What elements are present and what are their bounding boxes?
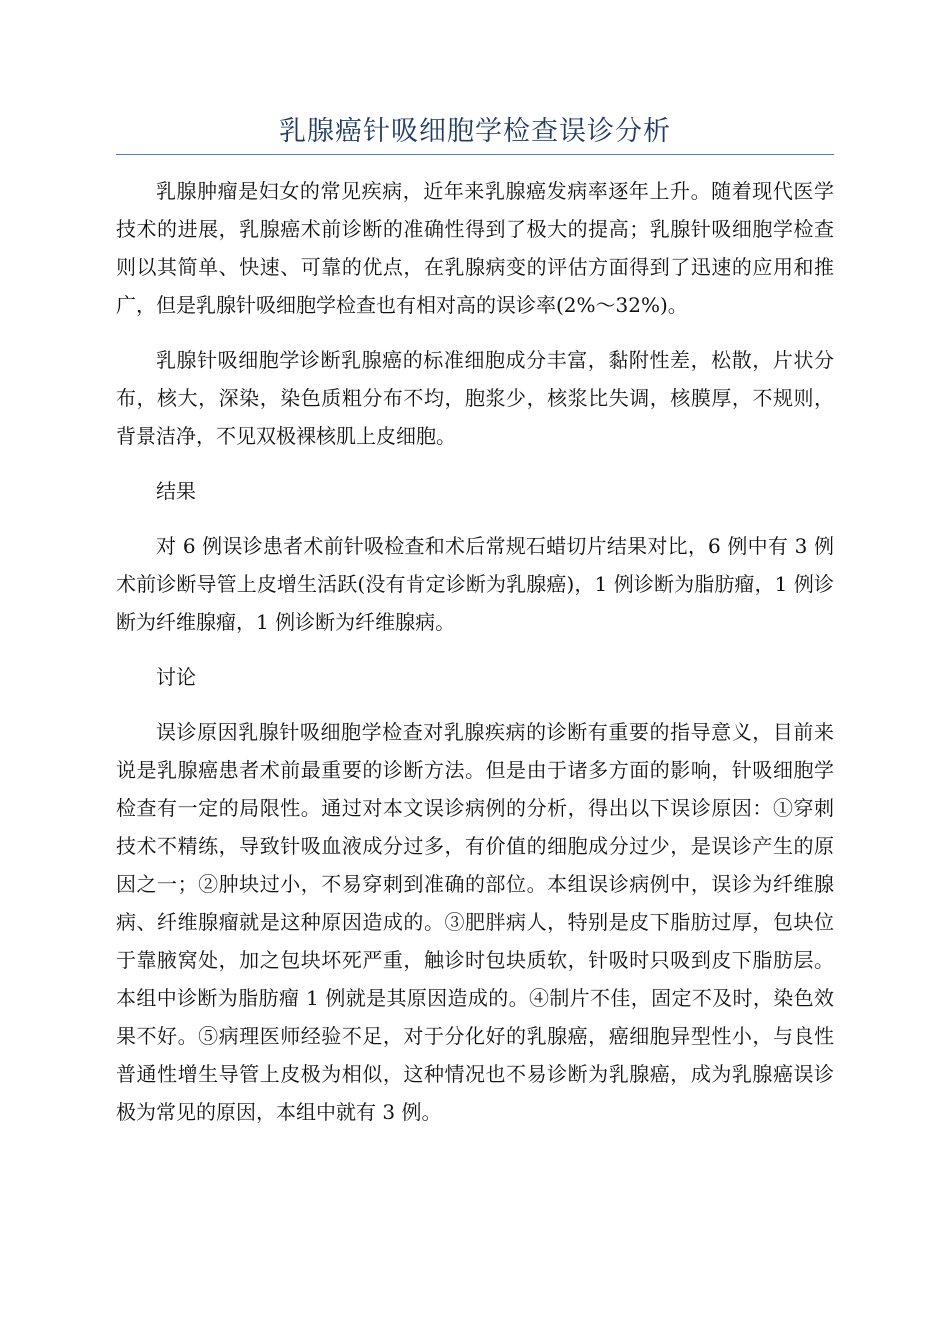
paragraph-diagnostic-criteria: 乳腺针吸细胞学诊断乳腺癌的标准细胞成分丰富，黏附性差，松散，片状分布，核大，深染，染色质粗分布不均，胞浆少，核浆比失调，核膜厚，不规则，背景洁净，不见双极裸核肌上皮细胞。 bbox=[116, 348, 834, 448]
paragraph-intro: 乳腺肿瘤是妇女的常见疾病，近年来乳腺癌发病率逐年上升。随着现代医学技术的进展，乳腺癌术前诊断的准确性得到了极大的提高；乳腺针吸细胞学检查则以其简单、快速、可靠的优点，在乳腺病变的评估方面得到了迅速的应用和推广，但是乳腺针吸细胞学检查也有相对高的误诊率(2%～32%)。 bbox=[116, 179, 834, 317]
title-underline bbox=[116, 154, 834, 155]
document-title: 乳腺癌针吸细胞学检查误诊分析 bbox=[279, 116, 671, 147]
paragraph-results: 对 6 例误诊患者术前针吸检查和术后常规石蜡切片结果对比，6 例中有 3 例术前诊断导管上皮增生活跃(没有肯定诊断为乳腺癌)，1 例诊断为脂肪瘤，1 例诊断为纤维腺瘤，1 例诊断为纤维腺病。 bbox=[116, 534, 834, 634]
section-heading-results: 结果 bbox=[156, 479, 196, 503]
section-heading-discussion: 讨论 bbox=[156, 665, 196, 689]
document-body bbox=[116, 172, 834, 1148]
paragraph-discussion: 误诊原因乳腺针吸细胞学检查对乳腺疾病的诊断有重要的指导意义，目前来说是乳腺癌患者术前最重要的诊断方法。但是由于诸多方面的影响，针吸细胞学检查有一定的局限性。通过对本文误诊病例的分析，得出以下误诊原因：①穿刺技术不精练，导致针吸血液成分过多，有价值的细胞成分过少，是误诊产生的原因之一；②肿块过小，不易穿刺到准确的部位。本组误诊病例中，误诊为纤维腺病、纤维腺瘤就是这种原因造成的。③肥胖病人，特别是皮下脂肪过厚，包块位于靠腋窝处，加之包块坏死严重，触诊时包块质软，针吸时只吸到皮下脂肪层。本组中诊断为脂肪瘤 1 例就是其原因造成的。④制片不佳，固定不及时，染色效果不好。⑤病理医师经验不足，对于分化好的乳腺癌，癌细胞异型性小，与良性普通性增生导管上皮极为相似，这种情况也不易诊断为乳腺癌，成为乳腺癌误诊极为常见的原因，本组中就有 3 例。 bbox=[116, 720, 834, 1124]
